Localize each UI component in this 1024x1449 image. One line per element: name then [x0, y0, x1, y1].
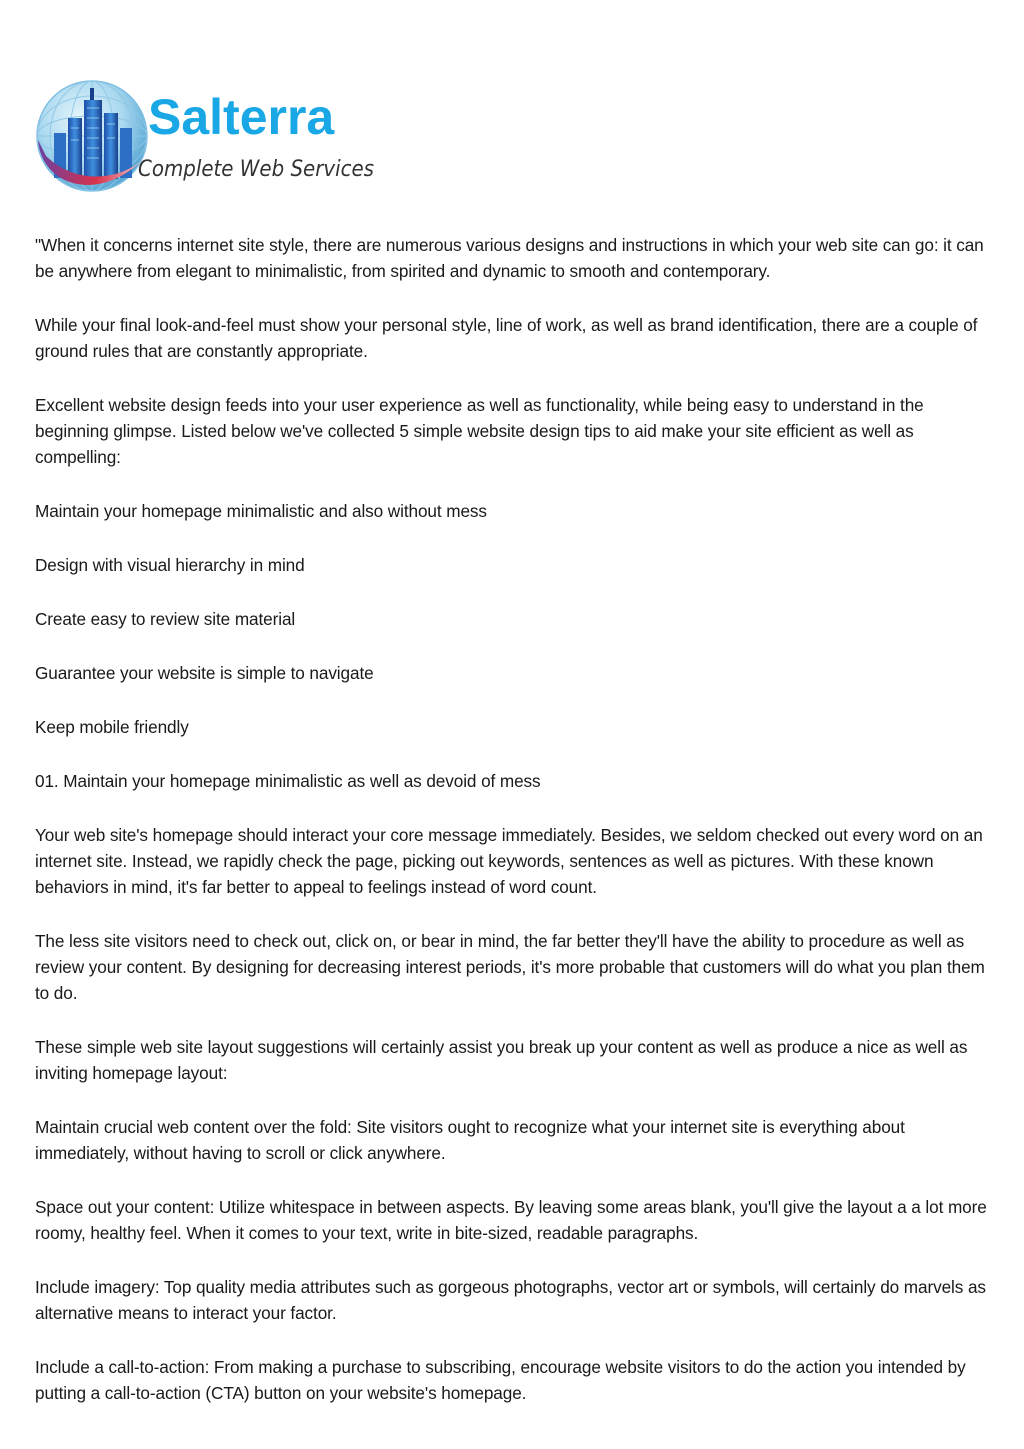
paragraph-ground-rules: While your final look-and-feel must show your personal style, line of work, as well as brand identification, there are a couple of ground rules that are constantly appropriate. — [35, 315, 978, 361]
paragraph-imagery: Include imagery: Top quality media attributes such as gorgeous photographs, vector art or symbols, will certainly do marvels as alternative means to interact your factor. — [35, 1277, 986, 1323]
list-item: Create easy to review site material — [35, 609, 296, 629]
paragraph-intro: "When it concerns internet site style, there are numerous various designs and instructions in which your web site can go: it can be anywhere from elegant to minimalistic, from spirited and dynamic to smooth and contemporary. — [35, 235, 984, 281]
logo-name: Salterra — [148, 89, 335, 145]
paragraph-whitespace: Space out your content: Utilize whitespace in between aspects. By leaving some areas blank, you'll give the layout a a lot more roomy, healthy feel. When it comes to your text, write in bite-sized, readable paragraphs. — [35, 1197, 987, 1243]
section-heading: 01. Maintain your homepage minimalistic as well as devoid of mess — [35, 771, 541, 791]
paragraph-core-message: Your web site's homepage should interact your core message immediately. Besides, we seldom checked out every word on an internet site. Instead, we rapidly check the page, picking out keywords, sentences as well as pictures. With these known behaviors in mind, it's far better to appeal to feelings instead of word count. — [35, 825, 983, 897]
article-body — [35, 232, 993, 1406]
list-item: Maintain your homepage minimalistic and also without mess — [35, 501, 487, 521]
salterra-logo — [32, 78, 392, 200]
list-item: Guarantee your website is simple to navigate — [35, 663, 374, 683]
paragraph-above-fold: Maintain crucial web content over the fold: Site visitors ought to recognize what your internet site is everything about immediately, without having to scroll or click anywhere. — [35, 1117, 905, 1163]
paragraph-cta: Include a call-to-action: From making a purchase to subscribing, encourage website visitors to do the action you intended by putting a call-to-action (CTA) button on your website's homepage. — [35, 1357, 966, 1403]
paragraph-tips-intro: Excellent website design feeds into your user experience as well as functionality, while being easy to understand in the beginning glimpse. Listed below we've collected 5 simple website design tips to aid make your site efficient as well as compelling: — [35, 395, 924, 467]
list-item: Keep mobile friendly — [35, 717, 189, 737]
paragraph-attention: The less site visitors need to check out, click on, or bear in mind, the far better they'll have the ability to procedure as well as review your content. By designing for decreasing interest periods, it's more probable that customers will do what you plan them to do. — [35, 931, 985, 1003]
paragraph-suggestions: These simple web site layout suggestions will certainly assist you break up your content as well as produce a nice as well as inviting homepage layout: — [35, 1037, 968, 1083]
logo-tagline: Complete Web Services — [138, 157, 374, 182]
list-item: Design with visual hierarchy in mind — [35, 555, 305, 575]
globe-skyscraper-icon — [32, 78, 392, 200]
